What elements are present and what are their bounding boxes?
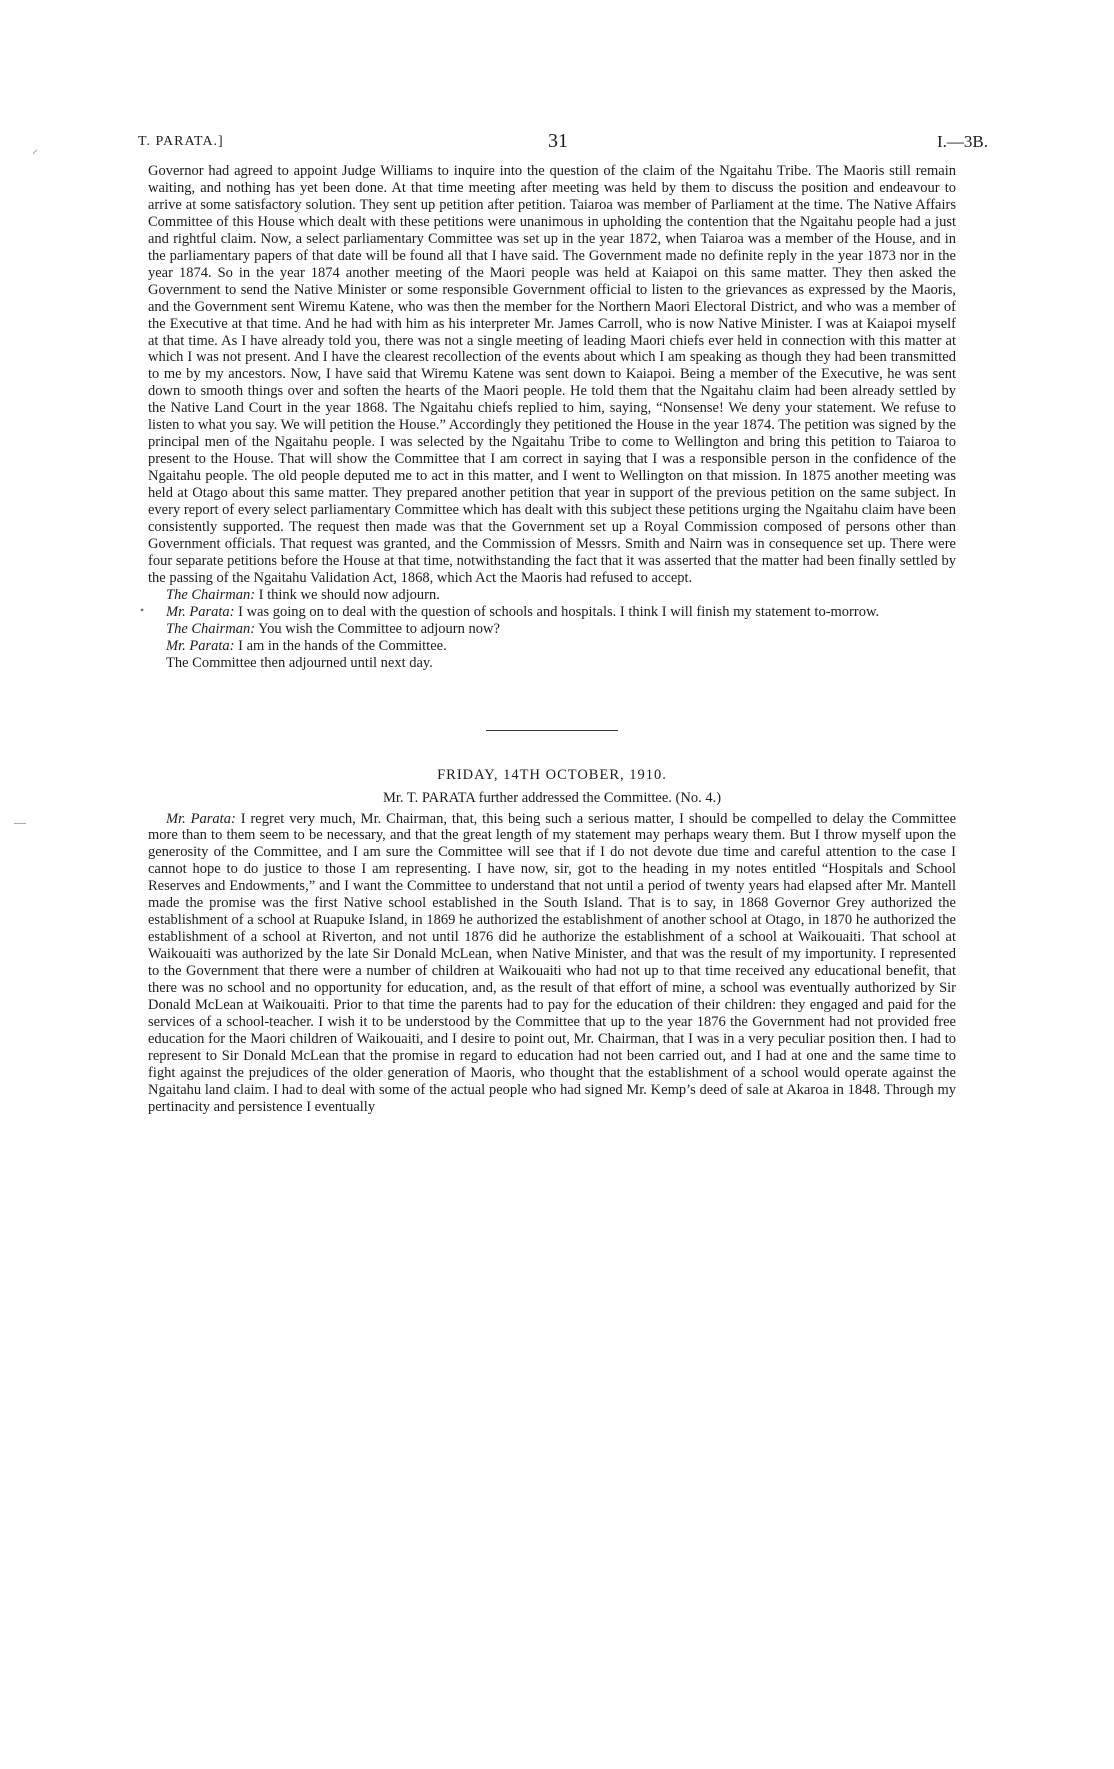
exchange-2 [148, 604, 956, 621]
speech-text: I regret very much, Mr. Chairman, that, this being such a serious matter, I should be compelled to delay the Committee more than to them seem to be necessary, and that the great length of my statement may perhaps weary them. But I throw myself upon the generosity of the Committee, and I am sure the Committee will see that if I do not devote due time and careful attention to the case I cannot hope to do justice to those I am representing. I have now, sir, got to the heading in my notes entitled “Hospitals and School Reserves and Endowments,” and I want the Committee to understand that not until a period of twenty years had elapsed after Mr. Mantell made the promise was the first Native school established in the South Island. That is to say, in 1868 Governor Grey authorized the establishment of a school at Ruapuke Island, in 1869 he authorized the establishment of another school at Otago, in 1870 he authorized the establishment of a school at Riverton, and not until 1876 did he authorize the establishment of a school at Waikouaiti. That school at Waikouaiti was authorized by the late Sir Donald McLean, when Native Minister, and that was the result of my importunity. I represented to the Government that there were a number of children at Waikouaiti who had not up to that time received any educational benefit, that there was no school and no opportunity for education, and, as the result of that effort of mine, a school was eventually authorized by Sir Donald McLean at Waikouaiti. Prior to that time the parents had to pay for the education of their children: they engaged and paid for the services of a school-teacher. I wish it to be understood by the Committee that up to the year 1876 the Government had not provided free education for the Maori children of Waikouaiti, and I desire to point out, Mr. Chairman, that I was in a very peculiar position then. I had to represent to Sir Donald McLean that the promise in regard to education had not been carried out, and I had at one and the same time to fight against the prejudices of the older generation of Maoris, who thought that the establishment of a school would operate against the Ngaitahu land claim. I had to deal with some of the actual people who had signed Mr. Kemp’s deed of sale at Akaroa in 1848. Through my pertinacity and persistence I eventually [148, 810, 957, 1115]
speaker-label: The Chairman: [166, 586, 256, 603]
date-heading: FRIDAY, 14TH OCTOBER, 1910. [437, 766, 667, 783]
margin-mark-icon: • [140, 603, 145, 617]
session-subheading: Mr. T. PARATA further addressed the Committee. (No. 4.) [382, 789, 722, 806]
exchange-4 [148, 638, 956, 655]
exchange-3 [148, 621, 956, 638]
speech-text: You wish the Committee to adjourn now? [258, 620, 500, 637]
adjournment-note: The Committee then adjourned until next day. [166, 654, 433, 671]
margin-mark-icon: ⸝ [32, 142, 39, 156]
speaker-label: Mr. Parata: [166, 603, 235, 620]
opening-paragraph: Governor had agreed to appoint Judge Williams to inquire into the question of the claim of the Ngaitahu Tribe. The Maoris still remain waiting, and nothing has yet been done. At that time meeting after meeting was held by them to discuss the position and endeavour to arrive at some satisfactory solution. They sent up petition after petition. Taiaroa was member of Parliament at the time. The Native Affairs Committee of this House which dealt with these petitions were unanimous in upholding the contention that the Ngaitahu people had a just and rightful claim. Now, a select parliamentary Committee was set up in the year 1872, when Taiaroa was a member of the House, and in the parliamentary papers of that date will be found all that I have said. The Government made no definite reply in the year 1873 nor in the year 1874. So in the year 1874 another meeting of the Maori people was held at Kaiapoi on this same matter. They then asked the Government to send the Native Minister or some responsible Government official to listen to the grievances as expressed by the Maoris, and the Government sent Wiremu Katene, who was then the member for the Northern Maori Electoral District, and who was a member of the Executive at that time. And he had with him as his interpreter Mr. James Carroll, who is now Native Minister. I was at Kaiapoi myself at that time. As I have already told you, there was not a single meeting of leading Maori chiefs ever held in connection with this matter at which I was not present. And I have the clearest recollection of the events about which I am speaking as though they had been transmitted to me by my ancestors. Now, I have said that Wiremu Katene was sent down to Kaiapoi. Being a member of the Executive, he was sent down to smooth things over and soften the hearts of the Maori people. He told them that the Ngaitahu claim had been already settled by the Native Land Court in the year 1868. The Ngaitahu chiefs replied to him, saying, “Nonsense! We deny your statement. We refuse to listen to what you say. We will petition the House.” Accordingly they petitioned the House in the year 1874. The petition was signed by the principal men of the Ngaitahu people. I was selected by the Ngaitahu Tribe to come to Wellington and bring this petition to Taiaroa to present to the House. That will show the Committee that I am correct in saying that I was a responsible person in the confidence of the Ngaitahu people. The old people deputed me to act in this matter, and I went to Wellington on that mission. In 1875 another meeting was held at Otago about this same matter. They prepared another petition that year in support of the previous petition on the same subject. In every report of every select parliamentary Committee which has dealt with this subject these petitions urging the Ngaitahu claim have been consistently supported. The request then made was that the Government set up a Royal Commission composed of persons other than Government officials. That request was granted, and the Commission of Messrs. Smith and Nairn was in consequence set up. There were four separate petitions before the House at that time, notwithstanding the fact that it was asserted that the matter had been finally settled by the passing of the Ngaitahu Validation Act, 1868, which Act the Maoris had refused to accept. [148, 163, 956, 586]
margin-mark-icon: — [14, 815, 26, 829]
speech-text: I think we should now adjourn. [258, 586, 440, 603]
page-body [148, 163, 956, 1116]
speech-text: I am in the hands of the Committee. [238, 637, 447, 654]
document-reference: I.—3B. [937, 132, 988, 151]
second-statement [148, 811, 956, 1116]
speaker-label: The Chairman: [166, 620, 256, 637]
page-number: 31 [548, 130, 568, 152]
section-divider [486, 730, 618, 731]
speech-text: I was going on to deal with the question of schools and hospitals. I think I will finish my statement to-morrow. [238, 603, 880, 620]
running-head-left: T. PARATA.] [138, 134, 224, 149]
exchange-1 [148, 587, 956, 604]
page-header [128, 130, 988, 160]
speaker-label: Mr. Parata: [166, 810, 236, 827]
speaker-label: Mr. Parata: [166, 637, 235, 654]
